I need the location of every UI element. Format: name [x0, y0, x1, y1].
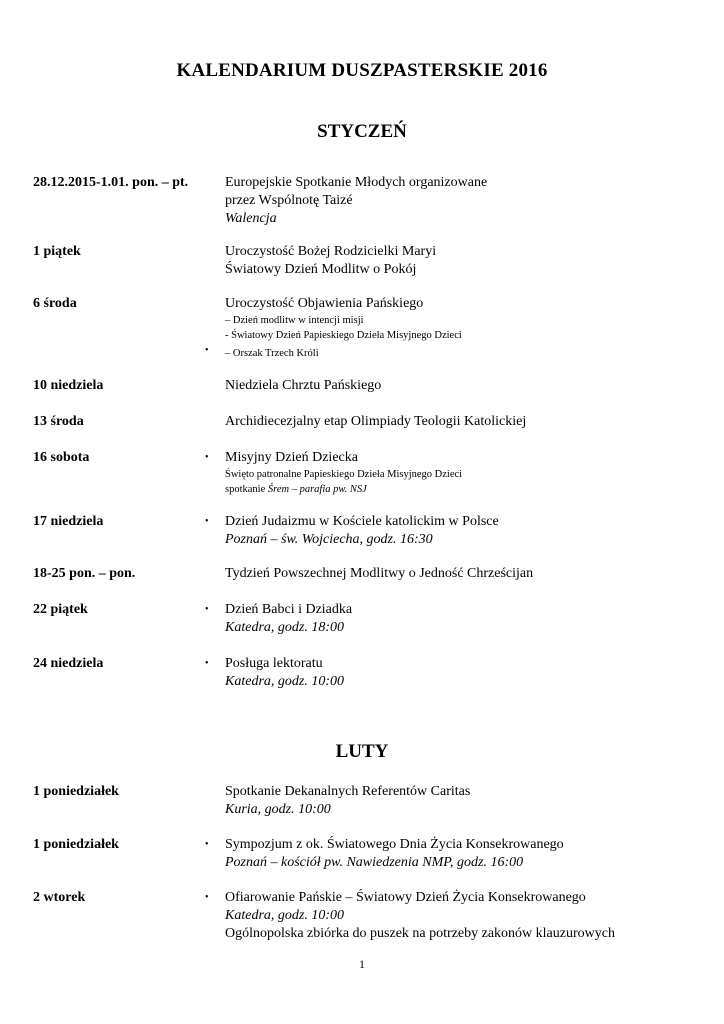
entry-date: 1 poniedziałek [33, 837, 119, 852]
entry-location: Poznań – św. Wojciecha, godz. 16:30 [225, 532, 433, 547]
entry-detail [225, 482, 705, 497]
entry-title: Spotkanie Dekanalnych Referentów Caritas [225, 784, 471, 799]
entry-date: 18-25 pon. – pon. [33, 566, 136, 581]
page-number: 1 [359, 957, 365, 971]
entry-title: Uroczystość Bożej Rodzicielki Maryi [225, 244, 437, 259]
month-heading-january: STYCZEŃ [317, 121, 407, 142]
bullet-icon: • [205, 452, 209, 463]
entry-date: 22 piątek [33, 602, 88, 617]
month-heading-february: LUTY [335, 741, 389, 762]
entry-title: Niedziela Chrztu Pańskiego [225, 378, 382, 393]
entry-detail: - Światowy Dzień Papieskiego Dzieła Misyjnego Dzieci [225, 330, 462, 341]
entry-date: 28.12.2015-1.01. pon. – pt. [33, 175, 189, 190]
entry-date: 2 wtorek [33, 890, 86, 905]
entry-detail-prefix: spotkanie [225, 484, 268, 495]
entry-detail: Ogólnopolska zbiórka do puszek na potrzeby zakonów klauzurowych [225, 926, 615, 941]
entry-detail: Święto patronalne Papieskiego Dzieła Misyjnego Dzieci [225, 469, 463, 480]
entry-date: 16 sobota [33, 450, 90, 465]
entry-detail: przez Wspólnotę Taizé [225, 193, 353, 208]
entry-date: 6 środa [33, 296, 77, 311]
entry-title: Misyjny Dzień Dziecka [225, 450, 358, 465]
entry-date: 24 niedziela [33, 656, 104, 671]
bullet-icon: • [205, 892, 209, 903]
entry-date: 13 środa [33, 414, 84, 429]
entry-location: Katedra, godz. 10:00 [225, 908, 344, 923]
entry-title: Tydzień Powszechnej Modlitwy o Jedność Chrześcijan [225, 566, 534, 581]
entry-title: Uroczystość Objawienia Pańskiego [225, 296, 424, 311]
entry-location: Walencja [225, 211, 277, 226]
bullet-icon: • [205, 839, 209, 850]
page-title: KALENDARIUM DUSZPASTERSKIE 2016 [176, 60, 548, 81]
entry-date: 10 niedziela [33, 378, 104, 393]
bullet-icon: • [205, 604, 209, 615]
entry-detail: Światowy Dzień Modlitw o Pokój [225, 262, 417, 277]
entry-title: Dzień Judaizmu w Kościele katolickim w Polsce [225, 514, 499, 529]
bullet-icon: • [205, 345, 209, 356]
entry-title: Ofiarowanie Pańskie – Światowy Dzień Życia Konsekrowanego [225, 890, 586, 905]
entry-location: Katedra, godz. 18:00 [225, 620, 344, 635]
entry-detail: – Dzień modlitw w intencji misji [225, 315, 364, 326]
entry-title: Posługa lektoratu [225, 656, 323, 671]
bullet-icon: • [205, 658, 209, 669]
bullet-icon: • [205, 516, 209, 527]
entry-title: Dzień Babci i Dziadka [225, 602, 353, 617]
entry-location: Poznań – kościół pw. Nawiedzenia NMP, godz. 16:00 [225, 855, 524, 870]
entry-date: 1 poniedziałek [33, 784, 119, 799]
entry-location: Katedra, godz. 10:00 [225, 674, 344, 689]
entry-date: 17 niedziela [33, 514, 104, 529]
entry-location: Śrem – parafia pw. NSJ [267, 484, 367, 495]
entry-date: 1 piątek [33, 244, 81, 259]
entry-detail: – Orszak Trzech Króli [225, 348, 319, 359]
entry-title: Europejskie Spotkanie Młodych organizowane [225, 175, 488, 190]
entry-location: Kuria, godz. 10:00 [225, 802, 331, 817]
entry-title: Archidiecezjalny etap Olimpiady Teologii Katolickiej [225, 414, 527, 429]
entry-title: Sympozjum z ok. Światowego Dnia Życia Konsekrowanego [225, 837, 564, 852]
